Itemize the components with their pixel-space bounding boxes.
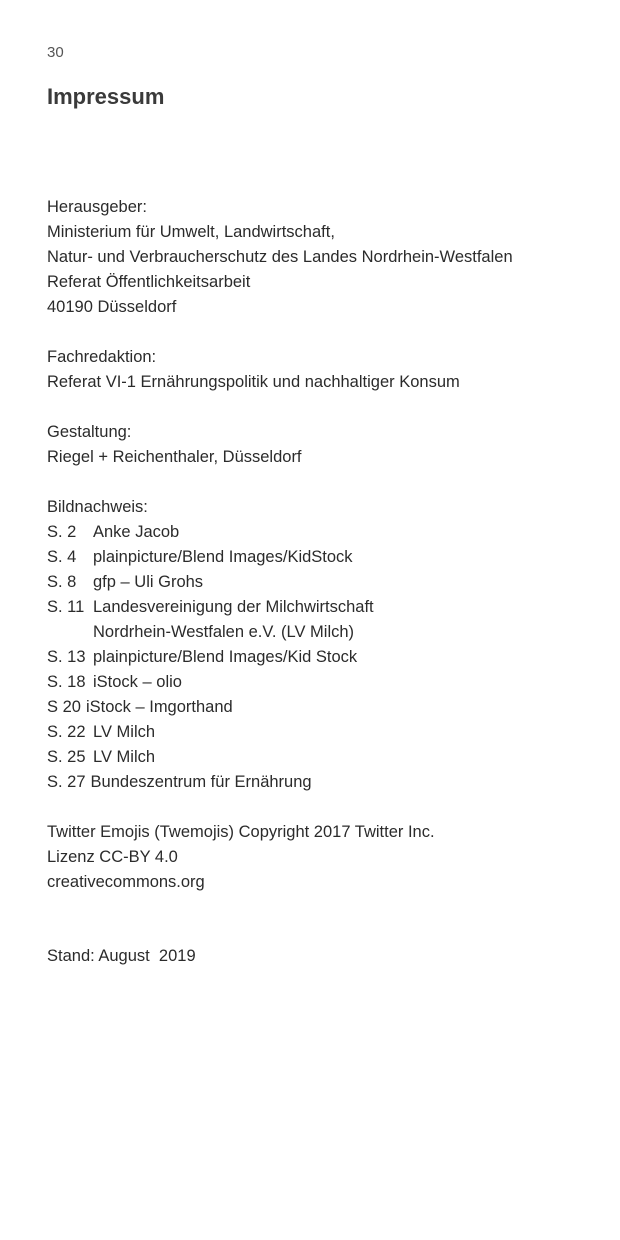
credit-row	[47, 620, 607, 645]
image-credits-heading: Bildnachweis:	[47, 498, 148, 516]
credit-row	[47, 595, 607, 620]
spacer	[47, 895, 607, 944]
emoji-license-line: creativecommons.org	[47, 873, 205, 891]
credit-row	[47, 570, 607, 595]
credit-page-ref: S. 22	[47, 723, 86, 741]
credit-row	[47, 645, 607, 670]
spacer	[47, 470, 607, 495]
emoji-license-section	[47, 820, 607, 895]
credit-row	[47, 670, 607, 695]
publisher-line: Natur- und Verbraucherschutz des Landes Nordrhein-Westfalen	[47, 248, 513, 266]
spacer	[47, 395, 607, 420]
credit-row	[47, 695, 607, 720]
credit-source: Anke Jacob	[93, 523, 180, 541]
publisher-line: Ministerium für Umwelt, Landwirtschaft,	[47, 223, 335, 241]
credit-source: plainpicture/Blend Images/KidStock	[93, 548, 353, 566]
credit-source: Landesvereinigung der Milchwirtschaft	[93, 598, 374, 616]
publisher-line: 40190 Düsseldorf	[47, 298, 177, 316]
imprint-content	[47, 195, 607, 969]
credit-row	[47, 545, 607, 570]
design-line: Riegel + Reichenthaler, Düsseldorf	[47, 448, 302, 466]
image-credits-section	[47, 495, 607, 795]
spacer	[47, 795, 607, 820]
credit-source: Nordrhein-Westfalen e.V. (LV Milch)	[93, 623, 355, 641]
credit-row	[47, 770, 607, 795]
page-title: Impressum	[47, 84, 165, 109]
publisher-line: Referat Öffentlichkeitsarbeit	[47, 273, 251, 291]
credit-page-ref: S. 4	[47, 548, 77, 566]
credit-source: LV Milch	[93, 748, 156, 766]
credit-source: plainpicture/Blend Images/Kid Stock	[93, 648, 358, 666]
credit-page-ref: S. 13	[47, 648, 86, 666]
credit-page-ref: S. 25	[47, 748, 86, 766]
design-heading: Gestaltung:	[47, 423, 132, 441]
design-section	[47, 420, 607, 470]
credit-source: iStock – Imgorthand	[85, 698, 233, 716]
credit-page-ref: S. 8	[47, 573, 77, 591]
credit-page-ref: S. 27	[47, 773, 86, 791]
credit-source: gfp – Uli Grohs	[93, 573, 204, 591]
page-number: 30	[47, 44, 64, 61]
editorial-section	[47, 345, 607, 395]
credit-source: Bundeszentrum für Ernährung	[90, 773, 312, 791]
credit-page-ref: S. 11	[47, 598, 85, 616]
emoji-license-line: Twitter Emojis (Twemojis) Copyright 2017 Twitter Inc.	[47, 823, 435, 841]
publisher-section	[47, 195, 607, 320]
publication-date: Stand: August 2019	[47, 947, 196, 965]
credit-row	[47, 520, 607, 545]
editorial-line: Referat VI-1 Ernährungspolitik und nachhaltiger Konsum	[47, 373, 460, 391]
spacer	[47, 320, 607, 345]
credit-page-ref: S. 18	[47, 673, 86, 691]
credit-page-ref	[47, 620, 93, 645]
credit-page-ref: S. 2	[47, 523, 77, 541]
credit-source: iStock – olio	[93, 673, 182, 691]
credit-source: LV Milch	[93, 723, 156, 741]
credit-row	[47, 720, 607, 745]
emoji-license-line: Lizenz CC-BY 4.0	[47, 848, 178, 866]
credit-row	[47, 745, 607, 770]
publisher-heading: Herausgeber:	[47, 198, 147, 216]
credit-page-ref: S 20	[47, 698, 81, 716]
editorial-heading: Fachredaktion:	[47, 348, 157, 366]
